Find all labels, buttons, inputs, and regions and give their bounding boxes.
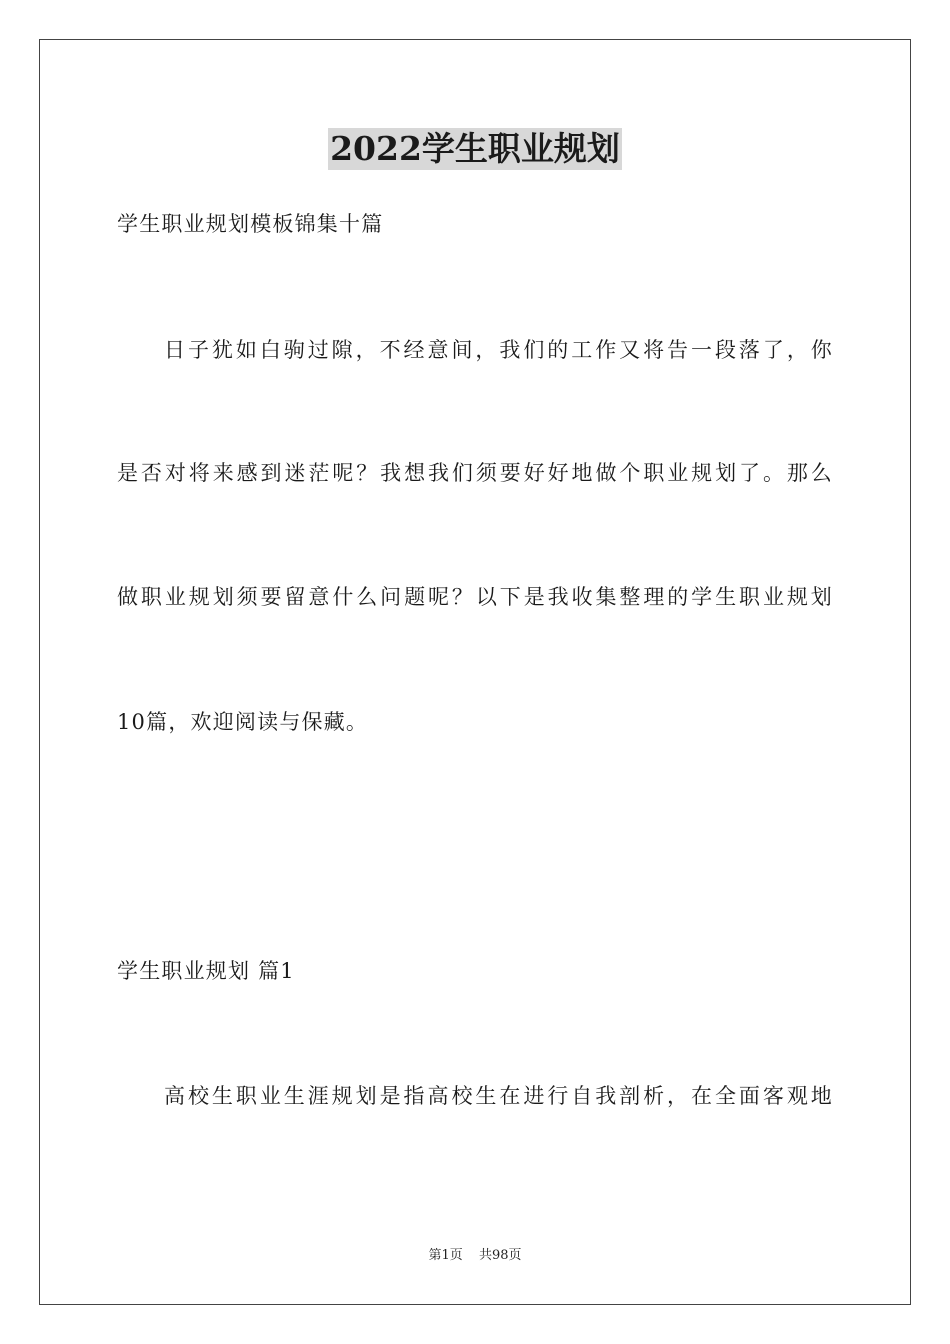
intro-line-1: 日子犹如白驹过隙，不经意间，我们的工作又将告一段落了，你 xyxy=(164,338,833,362)
title-container xyxy=(0,128,950,170)
intro-line-4: 10篇，欢迎阅读与保藏。 xyxy=(117,710,369,734)
page-footer xyxy=(0,1247,950,1265)
section-heading: 学生职业规划 篇1 xyxy=(117,959,295,983)
document-subtitle: 学生职业规划模板锦集十篇 xyxy=(117,212,384,236)
page-number: 第1页 xyxy=(428,1248,463,1263)
document-title: 2022学生职业规划 xyxy=(330,129,620,168)
page-total: 共98页 xyxy=(478,1248,522,1263)
section-line-1: 高校生职业生涯规划是指高校生在进行自我剖析，在全面客观地 xyxy=(164,1084,833,1108)
intro-line-3: 做职业规划须要留意什么问题呢？以下是我收集整理的学生职业规划 xyxy=(117,585,833,609)
intro-line-2: 是否对将来感到迷茫呢？我想我们须要好好地做个职业规划了。那么 xyxy=(117,461,833,485)
